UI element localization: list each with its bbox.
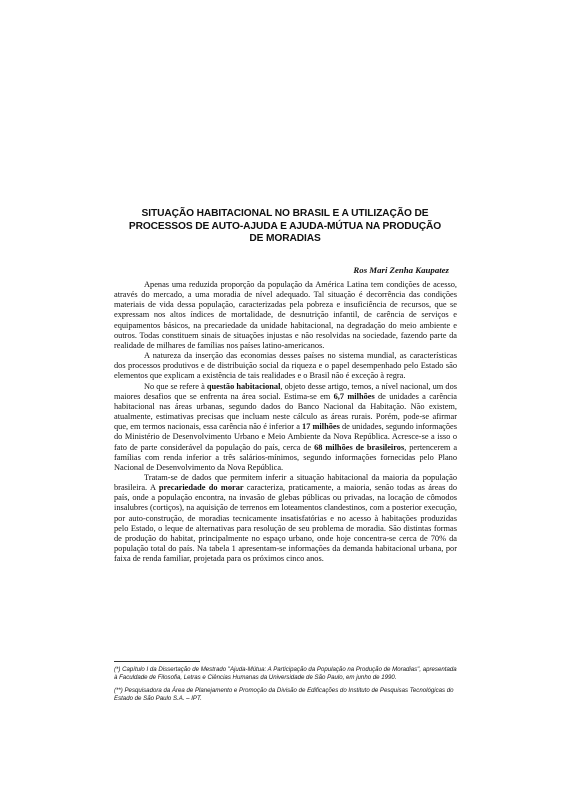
emphasis-text: precariedade do morar (158, 483, 244, 493)
body-paragraph (114, 280, 457, 351)
paragraph-text: de unidades, segundo informações do Ministério de Desenvolvimento Urbano e Meio Ambiente da Nova República. Acresce-se a isso o fato de parte considerável da população do país, cerca de (114, 422, 458, 452)
title-line: SITUAÇÃO HABITACIONAL NO BRASIL E A UTILIZAÇÃO DE (141, 208, 429, 219)
footnote: (**) Pesquisadora da Área de Planejamento e Promoção da Divisão de Edificações do Instituto de Pesquisas Tecnológicas do Estado de São Paulo S.A. – IPT. (114, 687, 454, 702)
paragraph-text: Apenas uma reduzida proporção da população da América Latina tem condições de acesso, através do mercado, a uma moradia de nível adequado. Tal situação é decorrência das condições materiais de vida dessa população, caracterizadas pela pobreza e insuficiência de recursos, que se expressam nos altos índices de mortalidade, de desnutrição infantil, de carência de serviços e equipamentos básicos, na precariedade da unidade habitacional, na degradação do meio ambiente e outros. Todas constituem sinais de situações injustas e não resolvidas na sociedade, fazendo parte da realidade de milhares de famílias nos países latino-americanos. (114, 280, 457, 350)
emphasis-text: questão habitacional (206, 381, 281, 391)
paragraph-text: No que se refere à (144, 381, 207, 391)
emphasis-text: 68 milhões de brasileiros (314, 442, 405, 452)
body-paragraph (114, 382, 457, 473)
body-paragraph (114, 473, 457, 564)
paragraph-text: , objeto desse artigo, temos, a nível nacional, um dos maiores desafios que se enfrenta na área social. Estima-se em (114, 381, 457, 401)
paragraph-text: Tratam-se de dados que permitem inferir a situação habitacional da maioria da população brasileira. A (114, 472, 457, 493)
paragraph-text: caracteriza, praticamente, a maioria, senão todas as áreas do país, onde a população encontra, na invasão de glebas públicas ou privadas, na locação de cômodos insalubres (cortiços), na aquisição de terrenos em loteamentos clandestinos, com a posterior execução, por auto-construção, de moradias tecnicamente insatisfatórias e no acesso à habitações produzidas pelo Estado, o leque de alternativas para resolução de seu problema de moradia. São distintas formas de produção do habitat, principalmente no espaço urbano, onde hoje concentra-se cerca de 70% da população total do país. Na tabela 1 apresentam-se informações da demanda habitacional urbana, por faixa de renda familiar, projetada para os próximos cinco anos. (114, 483, 457, 564)
footnotes (114, 666, 457, 708)
footnote-divider (114, 661, 200, 662)
article-body (114, 280, 457, 564)
title-line: DE MORADIAS (249, 233, 321, 244)
paragraph-text: , pertencerem a famílias com renda inferior a três salários-mínimos, segundo informações fornecidas pelo Plano Nacional de Desenvolvimento da Nova República. (114, 442, 458, 472)
author-name: Ros Mari Zenha Kaupatez (353, 265, 449, 275)
body-paragraph (114, 351, 457, 381)
emphasis-text: 6,7 milhões (333, 391, 375, 401)
paragraph-text: A natureza da inserção das economias desses países no sistema mundial, as características dos processos produtivos e de distribuição social da riqueza e o papel desempenhado pelo Estado são elementos que explicam a existência de tais realidades e o Brasil não é exceção à regra. (114, 351, 457, 381)
paragraph-text: de unidades a carência habitacional nas áreas urbanas, segundo dados do Banco Nacional da Habitação. Não existem, atualmente, estimativas precisas que incluam neste cálculo as áreas rurais. Porém, pode-se afirmar que, em termos nacionais, essa carência não é inferior a (114, 391, 457, 432)
title-line: PROCESSOS DE AUTO-AJUDA E AJUDA-MÚTUA NA PRODUÇÃO (128, 220, 442, 232)
footnote: (*) Capítulo I da Dissertação de Mestrado "Ajuda-Mútua: A Participação da População na Produção de Moradias", apresentada à Faculdade de Filosofia, Letras e Ciências Humanas da Universidade de São Paulo, em junho de 1990. (114, 666, 457, 681)
emphasis-text: 17 milhões (302, 422, 340, 432)
article-title (120, 208, 450, 246)
